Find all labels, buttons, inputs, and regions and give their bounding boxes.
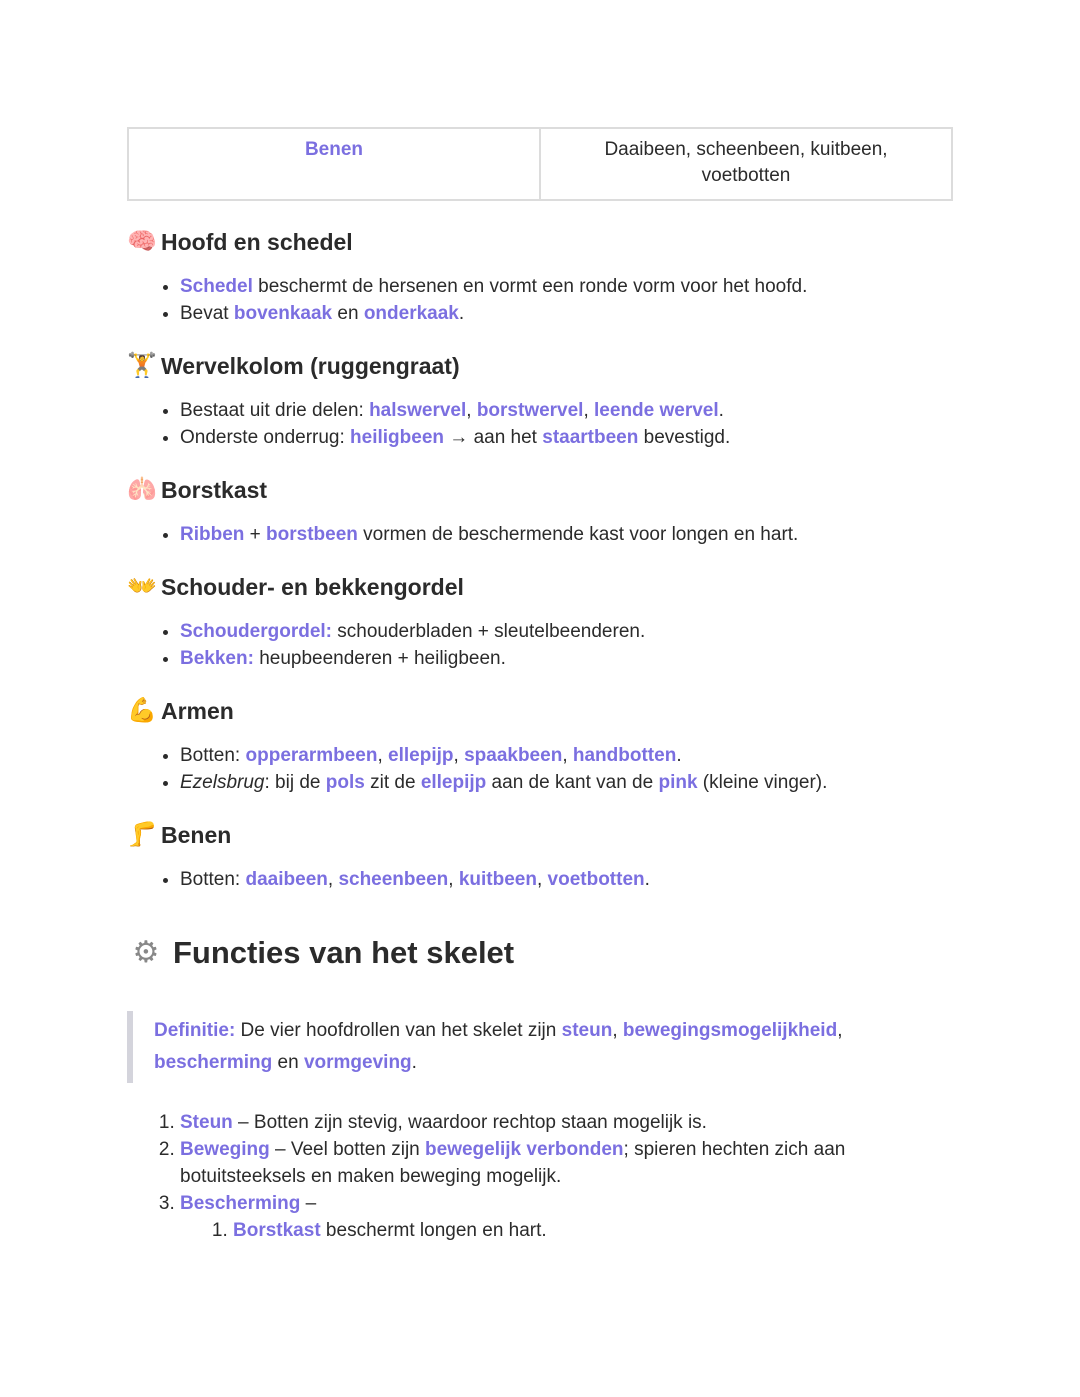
text-run: , (837, 1020, 843, 1041)
section-heading (127, 475, 953, 505)
text-run: . (644, 869, 650, 890)
nested-bullet-list (180, 1217, 953, 1244)
functions-list (127, 1109, 953, 1244)
text-run: , (453, 745, 465, 766)
list-item (180, 866, 953, 893)
text-run: – Veel botten zijn (269, 1139, 426, 1160)
highlighted-term: Schedel (180, 276, 253, 297)
text-run: aan de kant van de (486, 772, 659, 793)
text-run: schouderbladen + sleutelbeenderen. (332, 621, 646, 642)
section (127, 351, 953, 451)
text-run: : bij de (264, 772, 326, 793)
table-cell-value: Daaibeen, scheenbeen, kuitbeen, voetbotten (540, 128, 952, 200)
text-run: Ezelsbrug (180, 772, 265, 793)
section-heading (127, 572, 953, 602)
table-row (128, 128, 952, 200)
highlighted-term: onderkaak (363, 303, 459, 324)
text-run: , (562, 745, 573, 766)
highlighted-term: heiligbeen (350, 427, 445, 448)
list-item (180, 1136, 953, 1190)
highlighted-term: Bekken: (180, 648, 254, 669)
section-heading (127, 820, 953, 850)
highlighted-term: Schoudergordel: (180, 621, 333, 642)
bones-table (127, 127, 953, 201)
list-item (180, 273, 953, 300)
section (127, 820, 953, 893)
text-run: Onderste onderrug: (180, 427, 351, 448)
list-item (180, 424, 953, 451)
highlighted-term: Steun (180, 1112, 233, 1133)
bullet-list (127, 273, 953, 327)
list-item (180, 645, 953, 672)
section (127, 475, 953, 548)
text-run: Botten: (180, 869, 246, 890)
text-run: . (676, 745, 682, 766)
text-run: . (411, 1052, 417, 1073)
highlighted-term: bewegingsmogelijkheid (622, 1020, 838, 1041)
section-heading (127, 227, 953, 257)
bullet-list (127, 397, 953, 451)
text-run: , (536, 869, 548, 890)
highlighted-term: staartbeen (542, 427, 639, 448)
sections-container (127, 227, 953, 893)
section-title: Schouder- en bekkengordel (161, 574, 464, 600)
text-run: en (332, 303, 364, 324)
open-hands-icon: 👐 (127, 573, 157, 600)
text-run: – (300, 1193, 317, 1214)
text-run: beschermt longen en hart. (320, 1220, 547, 1241)
document-page (127, 127, 953, 1244)
highlighted-term: leende wervel (594, 400, 719, 421)
section-title: Hoofd en schedel (161, 229, 353, 255)
text-run: , (448, 869, 459, 890)
text-run: Bestaat uit drie delen: (180, 400, 370, 421)
list-item (180, 1109, 953, 1136)
lungs-icon: 🫁 (127, 476, 157, 503)
highlighted-term: ellepijp (420, 772, 487, 793)
gear-icon: ⚙ (132, 936, 160, 969)
text-run: bevestigd. (638, 427, 731, 448)
text-run: , (377, 745, 389, 766)
text-run: . (458, 303, 465, 324)
functions-section (127, 933, 953, 1244)
highlighted-term: bescherming (154, 1052, 273, 1073)
highlighted-term: opperarmbeen (245, 745, 378, 766)
text-run: Botten: (180, 745, 246, 766)
text-run: – Botten zijn stevig, waardoor rechtop staan mogelijk is. (232, 1112, 707, 1133)
section (127, 227, 953, 327)
highlighted-term: bovenkaak (233, 303, 333, 324)
highlighted-term: pink (658, 772, 698, 793)
highlighted-term: Definitie: (154, 1020, 236, 1041)
highlighted-term: Beweging (180, 1139, 270, 1160)
highlighted-term: handbotten (572, 745, 677, 766)
text-run: , (583, 400, 595, 421)
highlighted-term: kuitbeen (458, 869, 537, 890)
highlighted-term: pols (325, 772, 365, 793)
text-run: ; spieren hechten zich aan botuitsteeksels en maken beweging mogelijk. (180, 1139, 846, 1187)
highlighted-term: Borstkast (233, 1220, 321, 1241)
brain-icon: 🧠 (127, 228, 157, 255)
list-item (180, 397, 953, 424)
highlighted-term: vormgeving (303, 1052, 412, 1073)
text-run: , (327, 869, 339, 890)
bullet-list (127, 866, 953, 893)
section (127, 696, 953, 796)
section-heading (127, 351, 953, 381)
text-run: . (718, 400, 724, 421)
text-run: vormen de beschermende kast voor longen en hart. (357, 524, 799, 545)
section-title: Benen (161, 822, 232, 848)
text-run: en (272, 1052, 304, 1073)
list-item (180, 521, 953, 548)
bullet-list (127, 618, 953, 672)
leg-icon: 🦵 (127, 821, 157, 848)
list-item (180, 300, 953, 327)
highlighted-term: voetbotten (547, 869, 645, 890)
highlighted-term: scheenbeen (338, 869, 449, 890)
functions-title: Functies van het skelet (173, 935, 515, 970)
highlighted-term: steun (561, 1020, 613, 1041)
list-item (180, 742, 953, 769)
section-title: Borstkast (161, 477, 268, 503)
table-cell-term: Benen (128, 128, 540, 200)
text-run: heupbeenderen + heiligbeen. (253, 648, 506, 669)
highlighted-term: halswervel (369, 400, 467, 421)
list-item (180, 618, 953, 645)
text-run: De vier hoofdrollen van het skelet zijn (235, 1020, 562, 1041)
definition-quote (127, 1011, 953, 1083)
highlighted-term: ellepijp (388, 745, 454, 766)
list-item (180, 769, 953, 796)
section-heading (127, 696, 953, 726)
section-title: Wervelkolom (ruggengraat) (161, 353, 460, 379)
text-run: zit de (364, 772, 421, 793)
section-title: Armen (161, 698, 234, 724)
highlighted-term: borstwervel (476, 400, 584, 421)
highlighted-term: bewegelijk verbonden (425, 1139, 624, 1160)
highlighted-term: spaakbeen (464, 745, 563, 766)
text-run: beschermt de hersenen en vormt een ronde vorm voor het hoofd. (252, 276, 808, 297)
text-run: (kleine vinger). (697, 772, 828, 793)
functions-heading (127, 933, 953, 973)
highlighted-term: Bescherming (180, 1193, 301, 1214)
highlighted-term: daaibeen (245, 869, 328, 890)
text-run: , (612, 1020, 623, 1041)
text-run: + (244, 524, 267, 545)
weightlifter-icon: 🏋 (127, 352, 157, 379)
text-run: → aan het (444, 427, 543, 448)
highlighted-term: borstbeen (266, 524, 358, 545)
highlighted-term: Ribben (180, 524, 245, 545)
section (127, 572, 953, 672)
text-run: Bevat (180, 303, 234, 324)
flexed-biceps-icon: 💪 (127, 697, 157, 724)
text-run: , (466, 400, 477, 421)
list-item (180, 1190, 953, 1244)
bullet-list (127, 742, 953, 796)
bullet-list (127, 521, 953, 548)
list-item (233, 1217, 953, 1244)
